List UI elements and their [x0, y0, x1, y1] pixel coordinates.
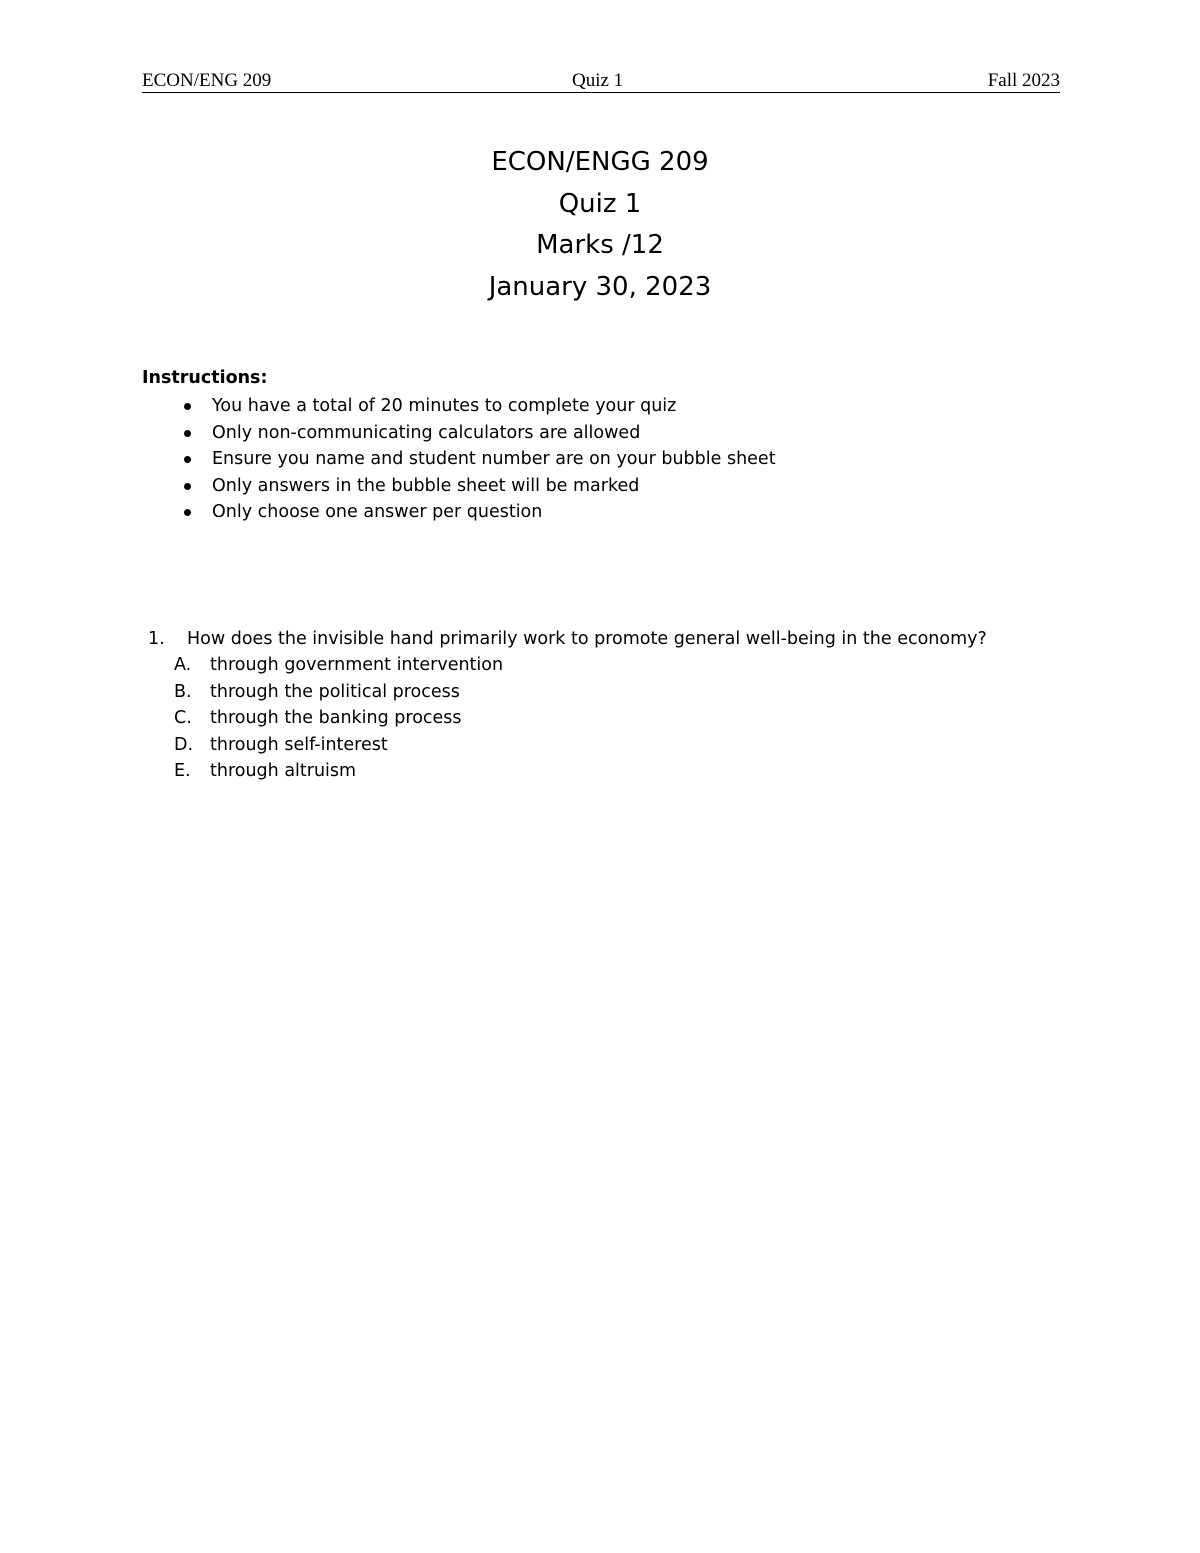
option-letter: D. [174, 734, 194, 755]
instruction-text: Only non-communicating calculators are allowed [212, 422, 641, 443]
option-letter: B. [174, 681, 192, 702]
header-course-code: ECON/ENG 209 [142, 70, 272, 91]
option-text: through the banking process [210, 708, 462, 728]
bullet-icon [184, 430, 191, 437]
answer-options [148, 652, 987, 785]
instruction-text: Ensure you name and student number are on your bubble sheet [212, 449, 776, 469]
instruction-text: Only answers in the bubble sheet will be marked [212, 475, 640, 496]
instructions-heading: Instructions: [142, 368, 268, 388]
option-letter: E. [174, 761, 191, 781]
page-header [142, 70, 1060, 93]
answer-option [148, 758, 987, 785]
title-block [0, 142, 1200, 308]
option-text: through self-interest [210, 734, 388, 755]
question-1 [148, 626, 987, 785]
title-quiz: Quiz 1 [558, 188, 642, 219]
option-letter: A. [174, 655, 192, 675]
option-letter: C. [174, 708, 192, 728]
bullet-icon [184, 509, 191, 516]
instruction-item [142, 499, 776, 526]
answer-option [148, 705, 987, 732]
title-marks: Marks /12 [536, 230, 664, 260]
header-quiz-label: Quiz 1 [572, 70, 624, 91]
bullet-icon [184, 403, 191, 410]
instructions-list [142, 393, 776, 526]
question-stem [148, 626, 987, 652]
question-text: How does the invisible hand primarily work to promote general well-being in the economy? [187, 629, 987, 649]
answer-option [148, 652, 987, 679]
instruction-item [142, 446, 776, 473]
instruction-text: Only choose one answer per question [212, 502, 543, 522]
bullet-icon [184, 456, 191, 463]
bullet-icon [184, 483, 191, 490]
question-number: 1. [148, 629, 165, 649]
title-course: ECON/ENGG 209 [491, 147, 709, 177]
instruction-text: You have a total of 20 minutes to complete your quiz [212, 396, 677, 416]
header-term: Fall 2023 [987, 70, 1060, 91]
answer-option [148, 732, 987, 759]
option-text: through the political process [210, 681, 460, 702]
option-text: through government intervention [210, 655, 504, 675]
instruction-item [142, 420, 776, 447]
instruction-item [142, 473, 776, 500]
answer-option [148, 679, 987, 706]
option-text: through altruism [210, 761, 357, 781]
title-date: January 30, 2023 [488, 271, 712, 302]
instruction-item [142, 393, 776, 420]
instructions-section [142, 365, 776, 526]
